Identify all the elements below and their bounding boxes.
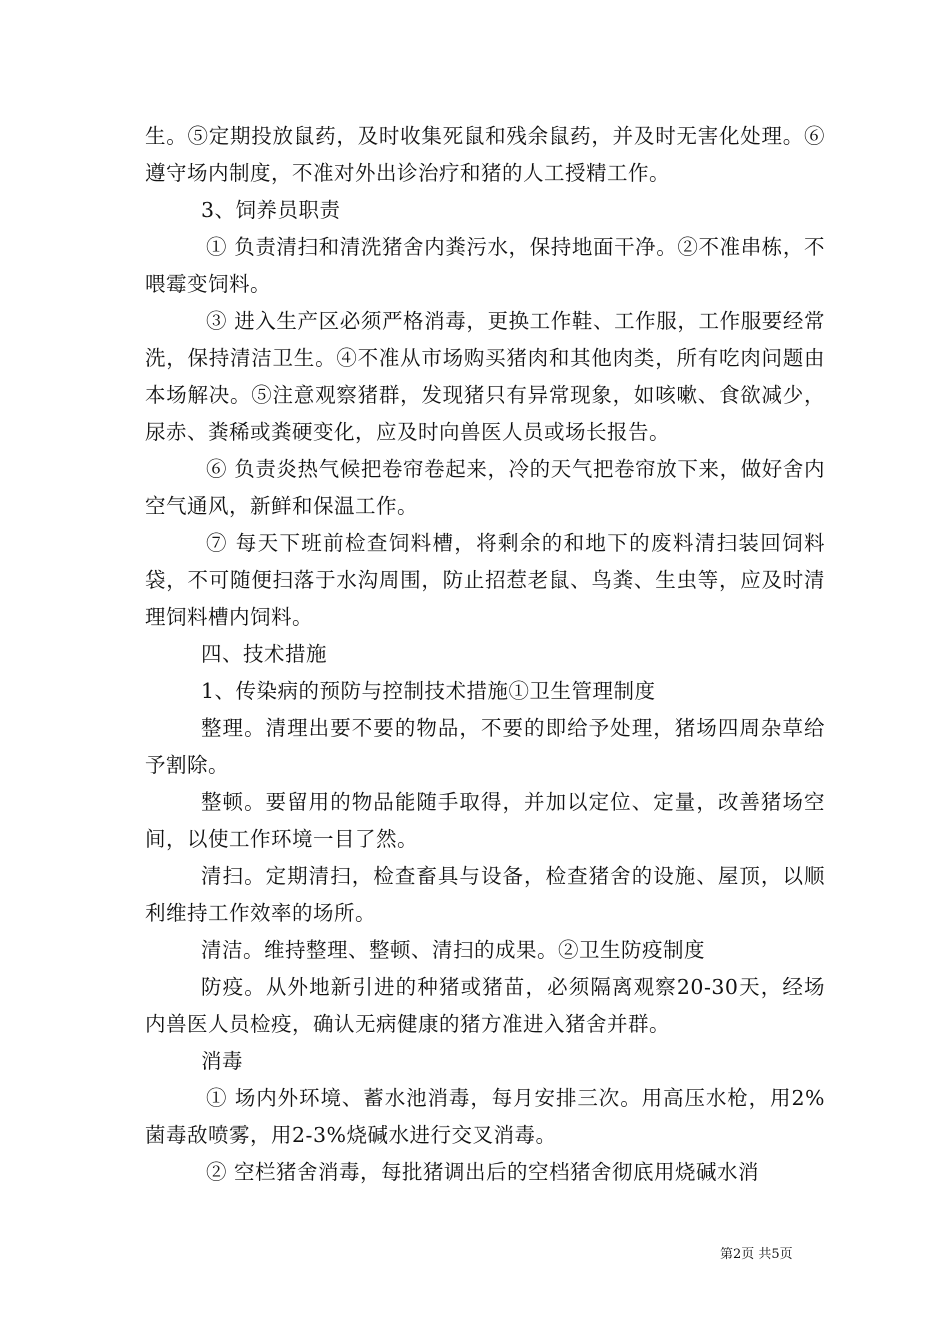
paragraph: ⑦ 每天下班前检查饲料槽，将剩余的和地下的废料清扫装回饲料袋，不可随便扫落于水沟周围，防止招惹老鼠、鸟粪、生虫等，应及时清理饲料槽内饲料。 xyxy=(145,531,825,629)
paragraph: 清洁。维持整理、整顿、清扫的成果。②卫生防疫制度 xyxy=(201,938,705,962)
paragraph: ① 场内外环境、蓄水池消毒，每月安排三次。用高压水枪，用2%菌毒敌喷雾，用2-3%烧碱水进行交叉消毒。 xyxy=(145,1086,825,1147)
paragraph: ③ 进入生产区必须严格消毒，更换工作鞋、工作服，工作服要经常洗，保持清洁卫生。④不准从市场购买猪肉和其他肉类，所有吃肉问题由本场解决。⑤注意观察猪群，发现猪只有异常现象，如咳嗽、食欲减少，尿赤、粪稀或粪硬变化，应及时向兽医人员或场长报告。 xyxy=(145,309,825,444)
paragraph: 生。⑤定期投放鼠药，及时收集死鼠和残余鼠药，并及时无害化处理。⑥遵守场内制度，不准对外出诊治疗和猪的人工授精工作。 xyxy=(145,124,825,185)
paragraph: 消毒 xyxy=(201,1049,243,1073)
paragraph: 整理。清理出要不要的物品，不要的即给予处理，猪场四周杂草给予割除。 xyxy=(145,716,825,777)
section-heading: 3、饲养员职责 xyxy=(201,198,341,222)
paragraph: ② 空栏猪舍消毒，每批猪调出后的空档猪舍彻底用烧碱水消 xyxy=(206,1160,760,1184)
page-number-footer: 第2页 共5页 xyxy=(720,1247,793,1262)
paragraph: ⑥ 负责炎热气候把卷帘卷起来，冷的天气把卷帘放下来，做好舍内空气通风，新鲜和保温工作。 xyxy=(145,457,825,518)
paragraph: 防疫。从外地新引进的种猪或猪苗，必须隔离观察20-30天，经场内兽医人员检疫，确认无病健康的猪方准进入猪舍并群。 xyxy=(145,975,825,1036)
paragraph: 1、传染病的预防与控制技术措施①卫生管理制度 xyxy=(201,679,656,703)
document-body xyxy=(145,118,825,1191)
section-heading: 四、技术措施 xyxy=(201,642,327,666)
paragraph: 整顿。要留用的物品能随手取得，并加以定位、定量，改善猪场空间，以使工作环境一目了然。 xyxy=(145,790,825,851)
paragraph: 清扫。定期清扫，检查畜具与设备，检查猪舍的设施、屋顶，以顺利维持工作效率的场所。 xyxy=(145,864,825,925)
paragraph: ① 负责清扫和清洗猪舍内粪污水，保持地面干净。②不准串栋，不喂霉变饲料。 xyxy=(145,235,825,296)
